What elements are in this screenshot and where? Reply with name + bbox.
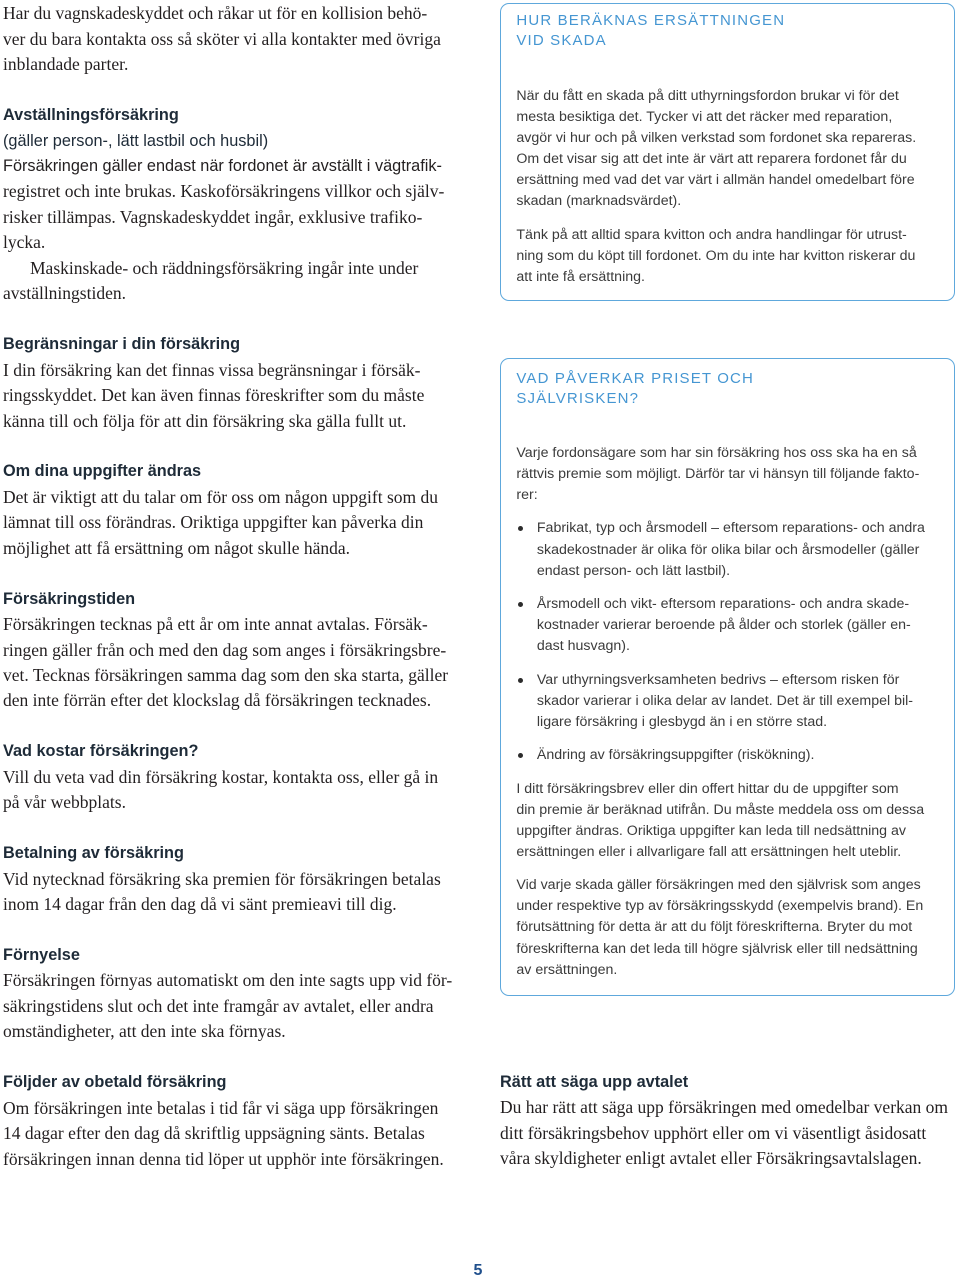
info-box-title xyxy=(516,369,754,409)
text-line: lycka. xyxy=(3,232,46,253)
info-paragraph xyxy=(516,225,946,288)
section-title: Försäkringstiden xyxy=(3,589,136,608)
text-line: risker tillämpas. Vagnskadeskyddet ingår, exklusive trafiko- xyxy=(3,206,423,227)
text-line: Det är viktigt att du talar om för oss om någon uppgift som du xyxy=(3,486,439,507)
text-line: att inte få ersättning. xyxy=(516,268,645,285)
text-line: uppgifter ändras. Oriktiga uppgifter kan leda till nedsättning av xyxy=(516,822,906,839)
text-line: avgör vi hur och på vilken verkstad som fordonet ska repareras. xyxy=(516,130,917,147)
text-line: I ditt försäkringsbrev eller din offert hittar du de uppgifter som xyxy=(516,780,899,797)
text-line: ditt försäkringsbehov upphört eller om vi väsentligt åsidosatt xyxy=(500,1122,927,1143)
info-paragraph xyxy=(516,779,946,863)
text-line: Fabrikat, typ och årsmodell – eftersom reparations- och andra xyxy=(536,520,925,537)
text-line: Försäkringen förnyas automatiskt om den inte sagts upp vid för- xyxy=(3,970,453,991)
section-body-indented xyxy=(3,256,463,307)
text-line: Vill du veta vad din försäkring kostar, kontakta oss, eller gå in xyxy=(3,766,439,787)
list-item xyxy=(516,670,946,733)
text-line: endast person- och lätt lastbil). xyxy=(536,562,731,579)
section-title: Avställningsförsäkring xyxy=(3,106,179,125)
bullet-icon xyxy=(518,526,523,531)
info-paragraph xyxy=(516,875,946,980)
text-line: förutsättning för detta är att du följt föreskrifterna. Bryter du mot xyxy=(516,919,913,936)
text-line: din premie är beräknad utifrån. Du måste meddela oss om dessa xyxy=(516,801,925,818)
text-line: möjlighet att få ersättning om något skulle hända. xyxy=(3,537,351,558)
text-line: När du fått en skada på ditt uthyrningsfordon brukar vi för det xyxy=(516,87,899,104)
section-title: Förnyelse xyxy=(3,945,80,964)
text-line: rer: xyxy=(516,487,538,504)
section-title: Vad kostar försäkringen? xyxy=(3,742,199,761)
info-box-ersattning xyxy=(500,3,955,301)
text-line: våra skyldigheter enligt avtalet eller Försäkringsavtalslagen. xyxy=(500,1148,922,1169)
section-body xyxy=(3,612,463,714)
text-line: av ersättningen. xyxy=(516,961,618,978)
text-line: inblandade parter. xyxy=(3,54,129,75)
text-line: Vid nytecknad försäkring ska premien för försäkringen betalas xyxy=(3,868,441,889)
text-line: under respektive typ av försäkringsskydd (exempelvis brand). En xyxy=(516,898,924,915)
info-paragraph xyxy=(516,86,946,213)
section-body xyxy=(3,867,463,918)
text-line: vet. Tecknas försäkringen samma dag som den ska starta, gäller xyxy=(3,665,449,686)
text-line: (gäller person-, lätt lastbil och husbil) xyxy=(3,131,269,150)
section-begransningar xyxy=(3,332,463,434)
section-vad-kostar xyxy=(3,739,463,815)
text-line: registret och inte brukas. Kaskoförsäkringens villkor och själv- xyxy=(3,181,445,202)
text-line: 14 dagar efter den dag då skriftlig uppsägning sänts. Betalas xyxy=(3,1123,425,1144)
text-line: rättvis premie som möjligt. Därför tar vi hänsyn till följande fakto- xyxy=(516,465,920,482)
text-line: Försäkringen tecknas på ett år om inte annat avtalas. Försäk- xyxy=(3,614,428,635)
text-line: Årsmodell och vikt- eftersom reparations- och andra skade- xyxy=(536,596,910,613)
text-line: ringen gäller från och med den dag som anges i försäkringsbre- xyxy=(3,639,447,660)
list-item xyxy=(516,745,946,766)
text-line: ringsskyddet. Det kan även finnas föreskrifter som du måste xyxy=(3,385,425,406)
text-line: Tänk på att alltid spara kvitton och andra handlingar för utrust- xyxy=(516,226,907,243)
info-box-title-line: HUR BERÄKNAS ERSÄTTNINGEN xyxy=(516,12,786,30)
section-title: Begränsningar i din försäkring xyxy=(3,335,241,354)
text-line: omständigheter, att den inte ska förnyas. xyxy=(3,1021,286,1042)
left-column xyxy=(3,1,463,1172)
text-line: den inte förrän efter det klockslag då försäkringen tecknades. xyxy=(3,690,432,711)
text-line: försäkringen innan denna tid löper ut upphör inte försäkringen. xyxy=(3,1148,444,1169)
page-number: 5 xyxy=(473,1262,483,1279)
text-line: ligare försäkring i glesbygd än i en större stad. xyxy=(536,713,828,730)
text-line: ersättning med vad det var värt i allmän handel omedelbart före xyxy=(516,172,915,189)
section-body xyxy=(3,765,463,816)
section-title: Rätt att säga upp avtalet xyxy=(500,1073,689,1091)
info-box-body xyxy=(516,443,946,981)
text-line: mesta besiktiga det. Tycker vi att det räcker med reparation, xyxy=(516,108,893,125)
section-body xyxy=(3,968,463,1044)
text-line: ver du bara kontakta oss så sköter vi alla kontakter med övriga xyxy=(3,28,441,49)
text-line: Vid varje skada gäller försäkringen med den självrisk som anges xyxy=(516,877,921,894)
text-line: avställningstiden. xyxy=(3,283,126,304)
section-betalning xyxy=(3,841,463,917)
text-line: känna till och följa för att din försäkring ska gälla fullt ut. xyxy=(3,410,407,431)
section-obetald xyxy=(3,1070,463,1172)
bullet-icon xyxy=(518,678,523,683)
section-subtitle xyxy=(3,129,463,180)
text-line: ning som du köpt till fordonet. Om du inte har kvitton riskerar du xyxy=(516,247,916,264)
section-body xyxy=(500,1095,958,1171)
section-title: Om dina uppgifter ändras xyxy=(3,462,202,481)
section-avstallningsforsakring xyxy=(3,103,463,307)
text-line: Var uthyrningsverksamheten bedrivs – eftersom risken för xyxy=(536,671,900,688)
info-box-title-line: VID SKADA xyxy=(516,32,607,50)
text-line: Ändring av försäkringsuppgifter (riskökning). xyxy=(536,747,815,764)
section-uppgifter-andras xyxy=(3,459,463,561)
text-line: skadekostnader är olika för olika bilar och årsmodeller (gäller xyxy=(536,541,920,558)
info-box-title-line: SJÄLVRISKEN? xyxy=(516,390,640,408)
text-line: föreskrifterna kan det leda till högre självrisk eller till nedsättning xyxy=(516,940,918,957)
text-line: Har du vagnskadeskyddet och råkar ut för en kollision behö- xyxy=(3,3,428,24)
intro-paragraph xyxy=(3,1,463,77)
text-line: skador varierar i olika delar av landet. Det är till exempel bil- xyxy=(536,692,914,709)
list-item-text xyxy=(537,745,946,766)
section-forsakringstiden xyxy=(3,587,463,714)
section-body xyxy=(3,179,463,255)
text-line: Om försäkringen inte betalas i tid får vi säga upp försäkringen xyxy=(3,1097,439,1118)
text-line: inom 14 dagar från den dag då vi sänt premieavi till dig. xyxy=(3,894,397,915)
text-line: I din försäkring kan det finnas vissa begränsningar i försäk- xyxy=(3,359,421,380)
section-body xyxy=(3,358,463,434)
info-box-body xyxy=(516,86,946,288)
bullet-icon xyxy=(518,753,523,758)
text-line: säkringstidens slut och det inte framgår av avtalet, eller andra xyxy=(3,995,434,1016)
list-item-text xyxy=(537,670,946,733)
text-line: Varje fordonsägare som har sin försäkring hos oss ska ha en så xyxy=(516,444,917,461)
info-box-pris-sjalvrisk xyxy=(500,358,955,996)
text-line: ersättningen eller i allvarligare fall att ersättningen helt uteblir. xyxy=(516,843,902,860)
text-line: lämnat till oss förändras. Oriktiga uppgifter kan påverka din xyxy=(3,512,424,533)
list-item-text xyxy=(537,518,946,581)
text-line: kostnader varierar beroende på ålder och storlek (gäller en- xyxy=(536,617,911,634)
list-item xyxy=(516,518,946,581)
text-line: dast husvagn). xyxy=(536,638,630,655)
info-box-title xyxy=(516,11,785,51)
section-body xyxy=(3,485,463,561)
section-title: Följder av obetald försäkring xyxy=(3,1073,227,1092)
text-line: Om det visar sig att det inte är värt att reparera fordonet får du xyxy=(516,151,907,168)
info-paragraph xyxy=(516,443,946,506)
bullet-icon xyxy=(518,602,523,607)
section-title: Betalning av försäkring xyxy=(3,844,184,863)
section-ratt-att-saga-upp xyxy=(500,1070,958,1172)
text-line: Försäkringen gäller endast när fordonet är avställt i vägtrafik- xyxy=(3,157,442,175)
text-line: skadan (marknadsvärdet). xyxy=(516,193,682,210)
section-fornyelse xyxy=(3,943,463,1045)
section-body xyxy=(3,1096,463,1172)
text-line: Maskinskade- och räddningsförsäkring ingår inte under xyxy=(30,257,419,278)
list-item xyxy=(516,594,946,657)
info-box-title-line: VAD PÅVERKAR PRISET OCH xyxy=(516,370,755,388)
text-line: Du har rätt att säga upp försäkringen med omedelbar verkan om xyxy=(500,1097,949,1118)
list-item-text xyxy=(537,594,946,657)
text-line: på vår webbplats. xyxy=(3,792,126,813)
